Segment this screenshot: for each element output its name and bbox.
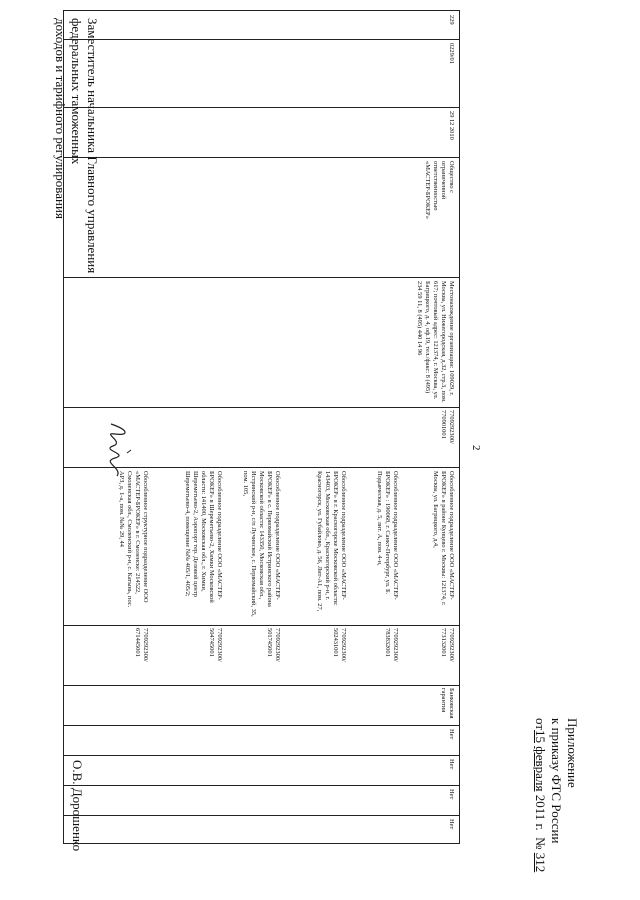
subdivision-item: Обособленное структурное подразделение ООО «МАСТЕР-БРОКЕР» в г. Смоленске: 214522, Смоленская обл., Смоленский р-н, с. Катынь, пос. АРЗ, д. 1-а, пом. №№ 29, 44 <box>118 471 149 608</box>
signatory-title-line-1: Заместитель начальника Главного управления <box>85 18 100 274</box>
signatory-title-line-3: доходов и тарифного регулирования <box>53 18 68 219</box>
col-flag-1 <box>64 725 459 756</box>
kpp-item: 7709292300/ 783832001 <box>384 628 399 662</box>
col-date <box>64 107 459 158</box>
kpp-item: 7709292300/ 501745001 <box>266 628 281 662</box>
col-subdivisions <box>64 467 459 626</box>
subdivision-item: Обособленное подразделение ООО «МАСТЕР-БРОКЕР» в районе Кунцево г. Москвы: 121374, г. Москва, ул. Багрицкого, д.4, <box>432 471 455 606</box>
appendix-date-line <box>532 718 548 898</box>
signatory-title-line-2: федеральных таможенных <box>69 18 84 165</box>
subdivision-item: Обособленное подразделение ООО «МАСТЕР-БРОКЕР» в г. Красногорске Московской области: 143403, Московская обл., Красногорский р-н, г. Красногорск, ул. Губайлово, д. 56, Лит-А1, пом. 27, <box>316 471 347 612</box>
cell-guarantee: Банковская гарантия <box>440 688 455 719</box>
appendix-day: 15 <box>533 730 548 744</box>
kpp-item: 7709292300/ 504745001 <box>208 628 223 662</box>
appendix-year: 2011 г. <box>533 794 548 831</box>
col-flag-3 <box>64 785 459 816</box>
subdivision-item: Обособленное подразделение ООО «МАСТЕР-БРОКЕР» : 190068, г. Санкт-Петербург, ул. Б. Подьяческая, д. 5, лит. А, пом. 4-н, <box>376 471 399 600</box>
col-address <box>64 277 459 408</box>
cell-row-number: 229 <box>448 15 455 25</box>
appendix-block <box>532 718 580 898</box>
appendix-number: 312 <box>533 852 548 873</box>
appendix-from: от <box>533 718 548 731</box>
cell-date: 29 12 2010 <box>448 111 455 140</box>
cell-flag-3: Нет <box>448 789 455 800</box>
cell-flag-4: Нет <box>448 819 455 830</box>
kpp-item: 7709292300/ 502431001 <box>332 628 347 662</box>
cell-organization: Общество с ограниченной ответственностью «МАСТЕР-БРОКЕР» <box>424 161 455 219</box>
subdivision-item: Обособленное подразделение ООО «МАСТЕР-БРОКЕР» в Шереметьево-2, Химки Московской области: 141400, Московская обл., г. Химки, Шереметьево-2, Аэропорт тер. Деловой центр Шереметьево-4, помещение №№ 405/1, 405/2; <box>184 471 223 603</box>
cell-flag-2: Нет <box>448 759 455 770</box>
col-code <box>64 39 459 108</box>
page-number: 2 <box>470 445 482 451</box>
col-number <box>64 11 459 40</box>
kpp-item: 7709292300/ 773132001 <box>440 628 455 662</box>
appendix-no-sign: № <box>533 837 548 850</box>
appendix-title: Приложение <box>565 718 580 788</box>
col-flag-2 <box>64 755 459 786</box>
cell-address: Местонахождение организации: 109029, г. Москва, ул. Нижегородская, д.32, стр.3, пом. 617; почтовый адрес: 121374, г. Москва, ул. Багрицкого, д. 4, оф.19, тел./факс: 8 (495) 234 59 11, 8 (495) 440 14 96 <box>416 281 455 403</box>
signatory-title <box>52 18 100 438</box>
appendix-order: к приказу ФТС России <box>549 718 564 844</box>
subdivision-item: Обособленное подразделение ООО «МАСТЕР-БРОКЕР» в с. Первомайский Истринского района Московской области: 143350, Московская обл., Истринский р-н, с/п Лучинское, с. Первомайский, 35, пом. 105, <box>242 471 281 617</box>
col-flag-4 <box>64 815 459 843</box>
kpp-item: 7709292300/ 671445001 <box>134 628 149 662</box>
cell-flag-1: Нет <box>448 729 455 740</box>
col-guarantee <box>64 685 459 726</box>
col-kpp <box>64 625 459 686</box>
col-organization <box>64 157 459 278</box>
appendix-month: февраля <box>533 746 548 792</box>
handwritten-signature <box>103 420 135 480</box>
cell-inn: 7709292300/ 770901001 <box>440 410 455 444</box>
cell-code: 0229/01 <box>448 43 455 64</box>
signer-name: О.В. Дорошенко <box>70 760 85 852</box>
